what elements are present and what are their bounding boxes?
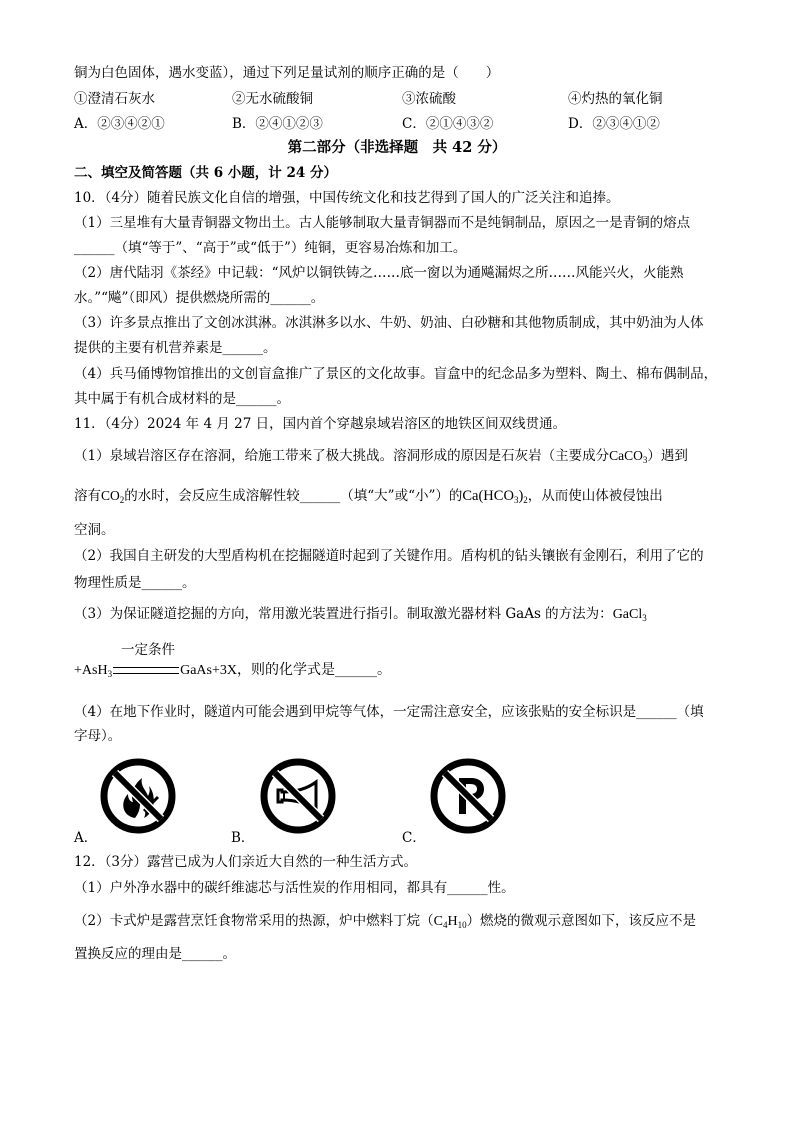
q11-part3-line1 [74, 604, 647, 625]
q10-part2-line1: （2）唐代陆羽《茶经》中记载：“风炉以铜铁铸之……底一窗以为通飚漏烬之所……风能兴火，火能熟 [74, 265, 684, 281]
q9-item-3: ③浓硫酸 [402, 91, 456, 107]
q11-part1-text: （1）泉域岩溶区存在溶洞，给施工带来了极大挑战。溶洞形成的原因是石灰岩（主要成分 [74, 448, 610, 464]
q11-stem: 11．（4分）2024 年 4 月 27 日，国内首个穿越泉域岩溶区的地铁区间双线贯通。 [74, 416, 567, 432]
reaction-condition: 一定条件 [121, 642, 175, 658]
q12-part2-line2: 置换反应的理由是______。 [74, 946, 236, 962]
q11-part1-line3: 空洞。 [74, 522, 115, 538]
reaction-tail: ，则的化学式是______。 [236, 662, 391, 678]
q11-part4-line2: 字母）。 [74, 728, 122, 744]
q12-part2-line1 [74, 911, 696, 932]
q9-continuation: 铜为白色固体，遇水变蓝），通过下列足量试剂的顺序正确的是（ ） [74, 65, 500, 81]
q11-part1-text-end: ）遇到 [647, 448, 688, 464]
q11-part1-line2 [74, 486, 663, 506]
equals-sign [113, 667, 179, 674]
formula-co2: $CO_2$ [101, 488, 125, 505]
reaction-left: +AsH$_3$ [74, 663, 113, 679]
q10-stem: 10．（4分）随着民族文化自信的增强，中国传统文化和技艺得到了国人的广泛关注和追捧。 [74, 190, 620, 206]
q10-part1-line2: ______（填“等于”、“高于”或“低于”）纯铜，更容易冶炼和加工。 [74, 240, 467, 256]
formula-caco3: CaCO$_3$ [609, 448, 648, 465]
no-horn-icon [258, 756, 338, 836]
formula-c4h10: $C_4H_{10}$ [433, 914, 467, 930]
q9-option-c[interactable]: C．②①④③② [402, 116, 494, 132]
sign-label-b[interactable]: B． [231, 830, 255, 846]
q11-part1-text-a: 溶有 [74, 488, 101, 504]
q11-part2-line1: （2）我国自主研发的大型盾构机在挖掘隧道时起到了关键作用。盾构机的钻头镶嵌有金刚石，利用了它的 [74, 548, 704, 564]
q9-item-2: ②无水硫酸铜 [232, 91, 313, 107]
q10-part2-line2: 水。”“飚”（即风）提供燃烧所需的______。 [74, 290, 325, 306]
q11-part1-text-c: ，从而使山体被侵蚀出 [527, 488, 663, 504]
formula-gacl3: GaCl$_3$ [612, 607, 647, 623]
sign-label-a[interactable]: A． [74, 830, 98, 846]
q11-part4-line1: （4）在地下作业时，隧道内可能会遇到甲烷等气体，一定需注意安全，应该张贴的安全标识是______（填 [74, 704, 704, 720]
q11-part2-line2: 物理性质是______。 [74, 575, 196, 591]
q10-part3-line2: 提供的主要有机营养素是______。 [74, 340, 277, 356]
reaction-right: GaAs+3X [180, 663, 237, 678]
q9-option-d[interactable]: D．②③④①② [568, 116, 660, 132]
q11-part1-text-b: 的水时，会反应生成溶解性较______（填“大”或“小”）的 [124, 488, 463, 504]
q10-part3-line1: （3）许多景点推出了文创冰淇淋。冰淇淋多以水、牛奶、奶油、白砂糖和其他物质制成，其中奶油为人体 [74, 315, 704, 331]
sign-label-c[interactable]: C． [402, 830, 426, 846]
q12-part1: （1）户外净水器中的碳纤维滤芯与活性炭的作用相同，都具有______性。 [74, 880, 515, 896]
q10-part4-line1: （4）兵马俑博物馆推出的文创盲盒推广了景区的文化故事。盲盒中的纪念品多为塑料、陶土、棉布偶制品， [74, 366, 718, 382]
formula-cahco3: $Ca(HCO_3)_2$ [462, 488, 528, 505]
q9-option-b[interactable]: B．②④①②③ [232, 116, 323, 132]
q9-item-4: ④灼热的氧化铜 [568, 91, 663, 107]
section2-title: 二、填空及简答题（共 6 小题，计 24 分） [74, 165, 337, 181]
q12-part2-text-end: ）燃烧的微观示意图如下，该反应不是 [466, 913, 697, 929]
q12-stem: 12．（3分）露营已成为人们亲近大自然的一种生活方式。 [74, 854, 418, 870]
q11-part1-line1 [74, 446, 688, 466]
q9-item-1: ①澄清石灰水 [74, 91, 155, 107]
q11-part3-text: （3）为保证隧道挖掘的方向，常用激光装置进行指引。制取激光器材料 GaAs 的方法为： [74, 606, 613, 622]
q12-part2-text: （2）卡式炉是露营烹饪食物常采用的热源，炉中燃料丁烷（ [74, 913, 434, 929]
q10-part4-line2: 其中属于有机合成材料的是______。 [74, 391, 290, 407]
q10-part1-line1: （1）三星堆有大量青铜器文物出土。古人能够制取大量青铜器而不是纯铜制品，原因之一是青铜的熔点 [74, 215, 691, 231]
reaction-equation [74, 660, 391, 681]
part2-title: 第二部分（非选择题 共 42 分） [287, 139, 507, 156]
no-parking-icon [428, 756, 508, 836]
no-fire-icon [98, 756, 178, 836]
q9-option-a[interactable]: A．②③④②① [74, 116, 165, 132]
